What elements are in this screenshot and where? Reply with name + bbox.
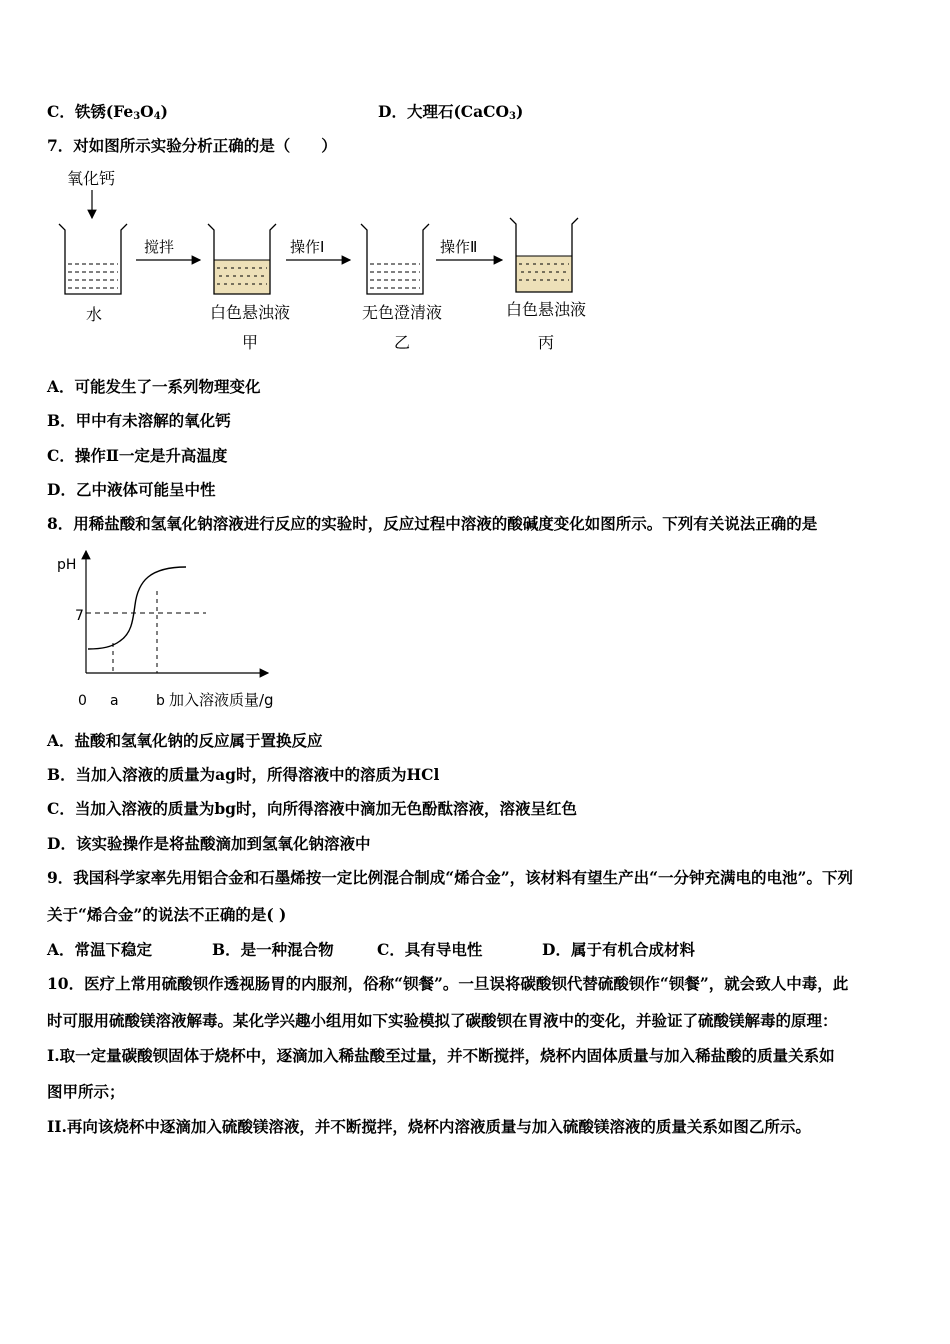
q9-stem-2: 关于“烯合金”的说法不正确的是( ) [47,905,287,924]
q10-line-1: 10．医疗上常用硫酸钡作透视肠胃的内服剂，俗称“钡餐”。一旦误将碳酸钡代替硫酸钡作“钡餐”，就会致人中毒，此 [47,974,849,993]
q7-option-b: B．甲中有未溶解的氧化钙 [47,411,231,430]
step2-label: 操作Ⅰ [290,238,325,256]
q10-line-4: 图甲所示； [47,1082,125,1101]
beaker-label-yi: 无色澄清液 [361,303,442,322]
origin-label: 0 [78,693,87,709]
q8-option-a: A．盐酸和氢氧化钠的反应属于置换反应 [47,731,323,750]
q7-stem: 7．对如图所示实验分析正确的是（ ） [47,136,337,155]
beaker-yi [361,224,429,294]
q8-option-b: B．当加入溶液的质量为ag时，所得溶液中的溶质为HCl [47,765,440,784]
q7-option-a: A．可能发生了一系列物理变化 [47,377,261,396]
q8-graph [40,545,300,715]
x-a-label: a [110,693,119,709]
beaker-sub-jia: 甲 [241,333,258,352]
ylabel: pH [57,557,77,573]
ph-curve [88,567,186,649]
beaker-label-jia: 白色悬浊液 [209,303,290,322]
beaker-label-water: 水 [85,305,102,324]
q10-line-5: II.再向该烧杯中逐滴加入硫酸镁溶液，并不断搅拌，烧杯内溶液质量与加入硫酸镁溶液的质量关系如图乙所示。 [47,1117,811,1136]
step1-label: 搅拌 [144,238,175,256]
q9-option-c: C．具有导电性 [377,940,483,959]
q8-stem: 8．用稀盐酸和氢氧化钠溶液进行反应的实验时，反应过程中溶液的酸碱度变化如图所示。下列有关说法正确的是 [47,514,818,533]
q6-option-d: D．大理石(CaCO$_3$) [378,102,524,122]
q10-line-3: I.取一定量碳酸钡固体于烧杯中，逐滴加入稀盐酸至过量，并不断搅拌，烧杯内固体质量与加入稀盐酸的质量关系如 [47,1046,835,1065]
q8-option-c: C．当加入溶液的质量为bg时，向所得溶液中滴加无色酚酞溶液，溶液呈红色 [47,799,578,818]
beaker-sub-yi: 乙 [393,333,410,352]
q9-stem-1: 9．我国科学家率先用铝合金和石墨烯按一定比例混合制成“烯合金”，该材料有望生产出“一分钟充满电的电池”。下列 [47,868,853,887]
q9-option-d: D．属于有机合成材料 [542,940,695,959]
beaker-bing [510,218,578,292]
q9-option-a: A．常温下稳定 [47,940,153,959]
x-b-label: b [156,693,165,709]
reagent-label: 氧化钙 [67,169,116,188]
step3-label: 操作Ⅱ [440,238,478,256]
q10-line-2: 时可服用硫酸镁溶液解毒。某化学兴趣小组用如下实验模拟了碳酸钡在胃液中的变化，并验证了硫酸镁解毒的原理： [47,1011,838,1030]
beaker-water [59,224,127,294]
beaker-jia [208,224,276,294]
q7-option-d: D．乙中液体可能呈中性 [47,480,216,499]
q9-option-b: B．是一种混合物 [212,940,334,959]
xlabel: 加入溶液质量/g [169,691,274,709]
beaker-label-bing: 白色悬浊液 [505,300,586,319]
ph-curve-graph [40,545,300,715]
q8-option-d: D．该实验操作是将盐酸滴加到氢氧化钠溶液中 [47,834,371,853]
y-tick-7: 7 [75,608,84,624]
q7-option-c: C．操作Ⅱ一定是升高温度 [47,446,228,465]
q6-option-c: C．铁锈$(Fe_3O_4)$ [47,102,168,122]
beaker-sub-bing: 丙 [537,333,554,352]
